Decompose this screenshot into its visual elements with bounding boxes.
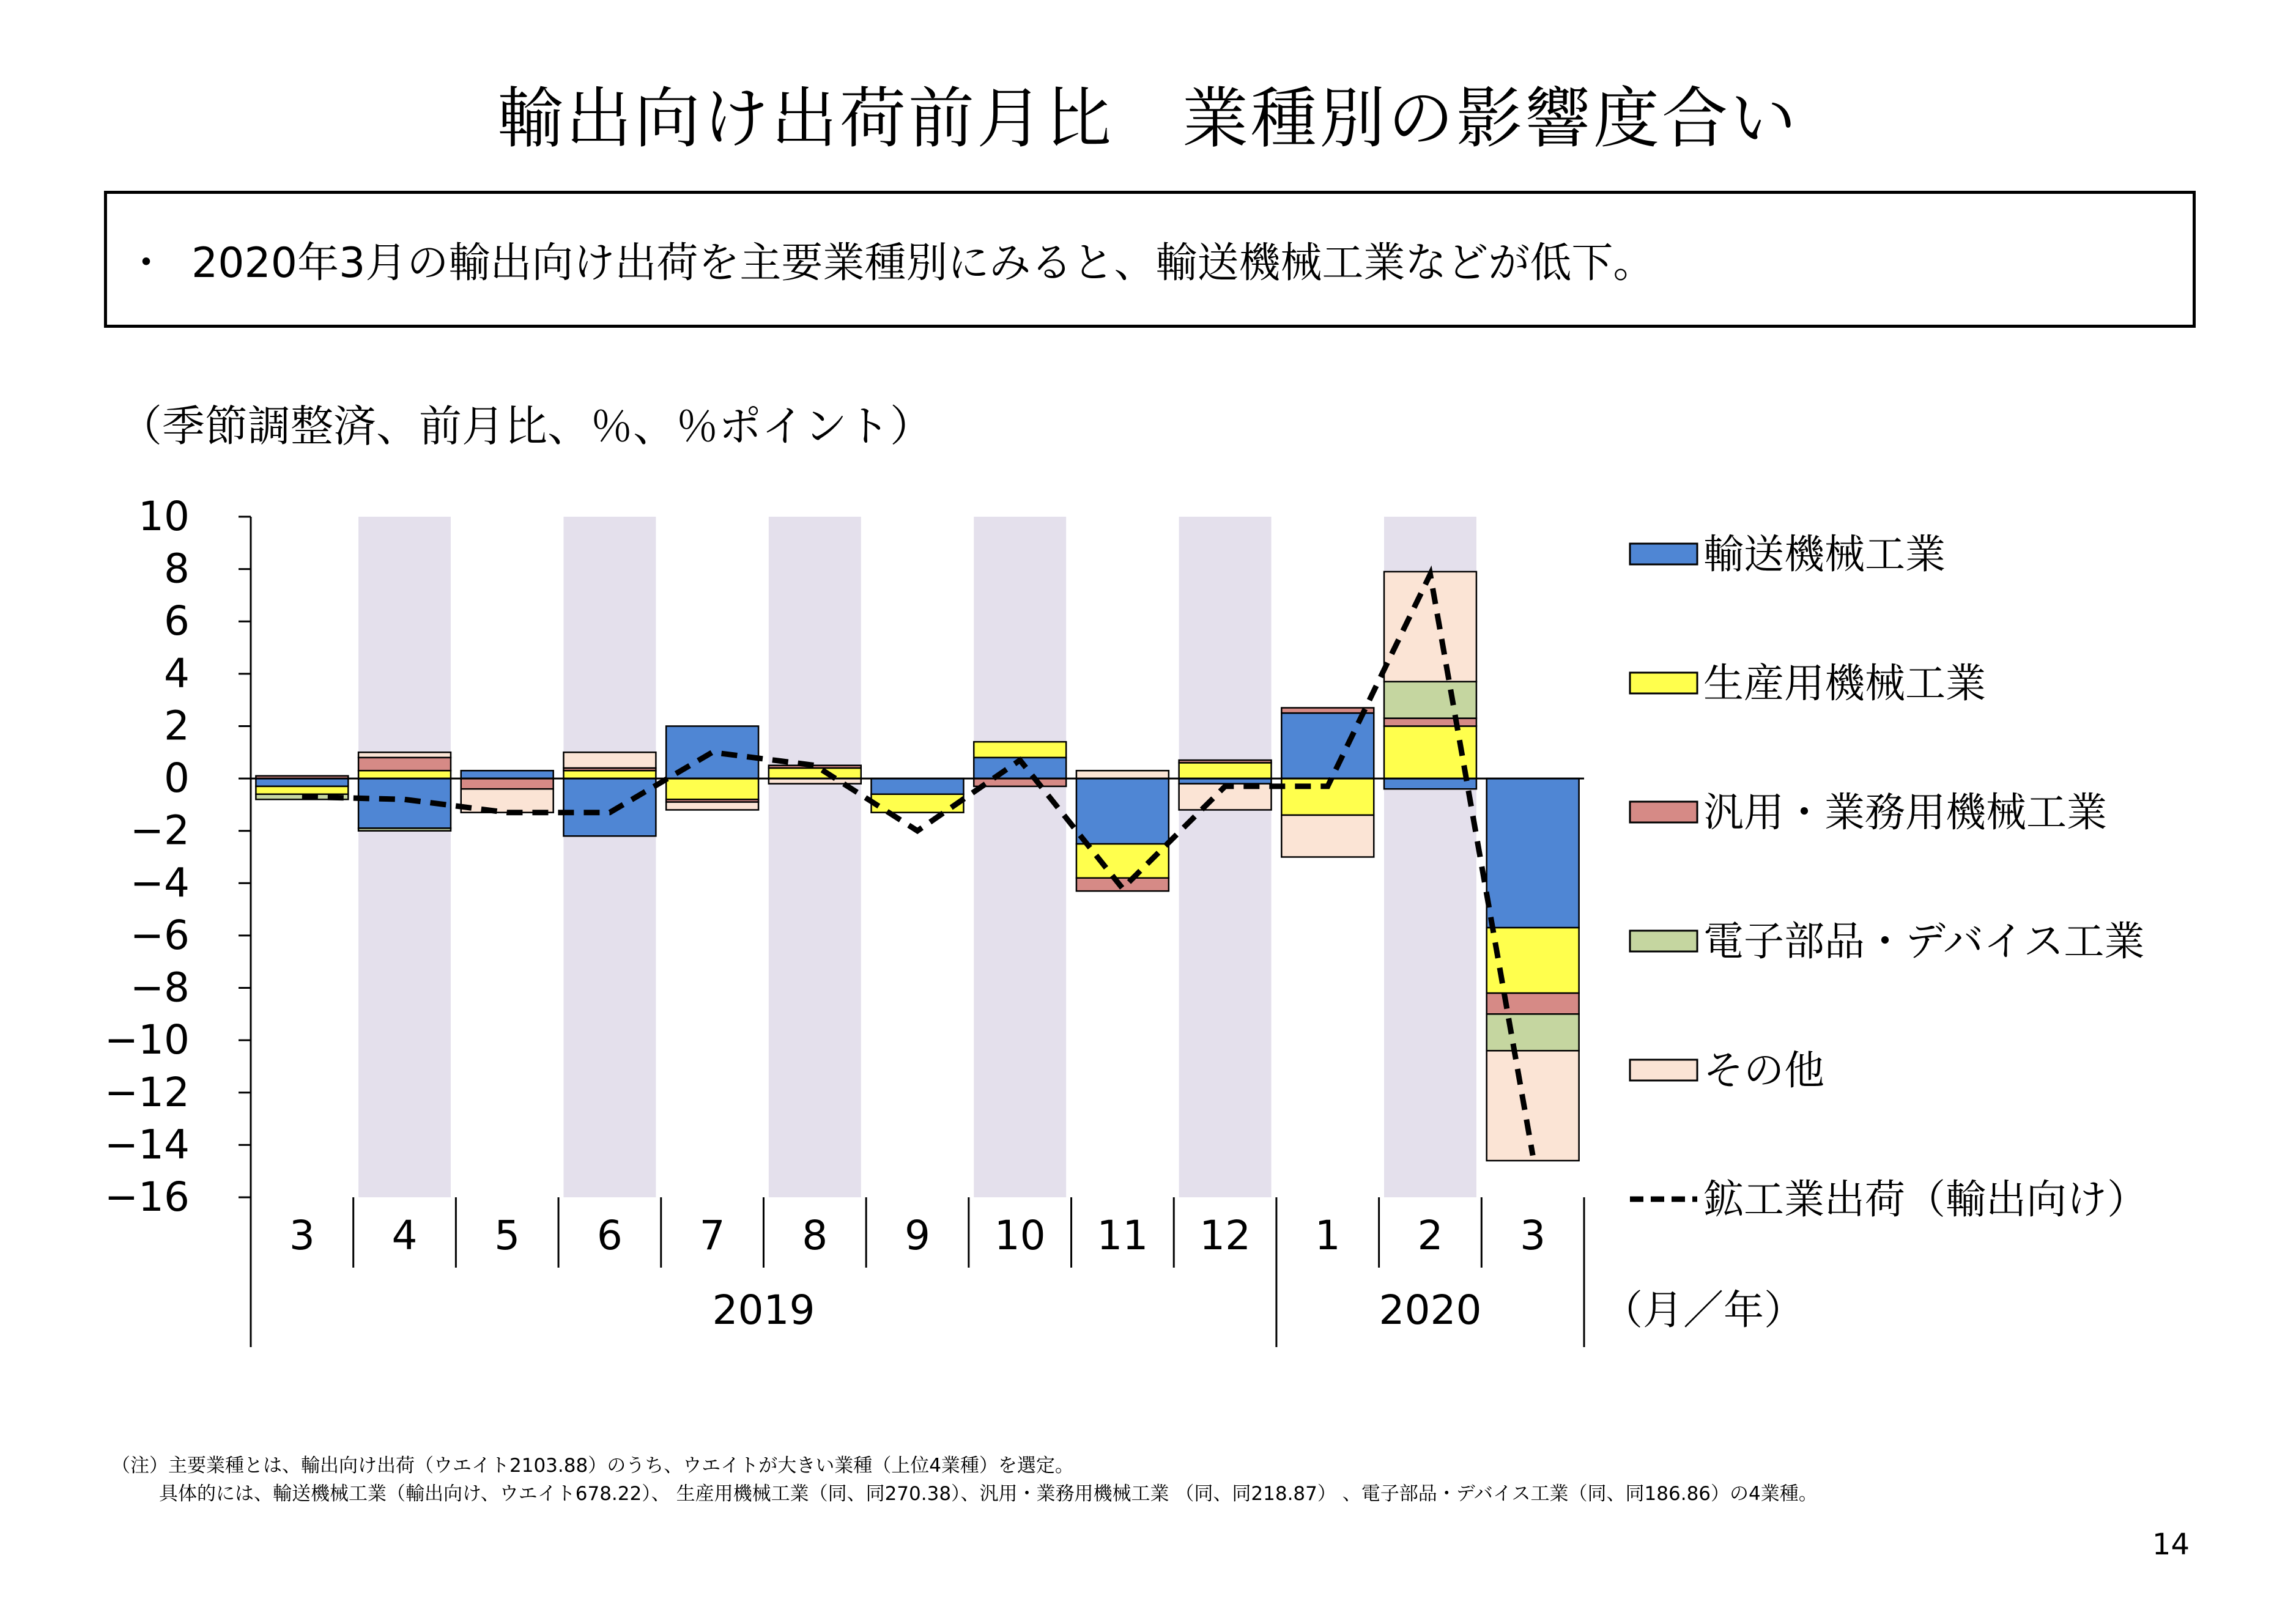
shaded-band [974,517,1066,1197]
bar-segment [1076,778,1169,844]
y-tick-label: −6 [130,911,190,959]
bar-segment [1384,718,1476,726]
footnote [111,1452,1818,1508]
bar-segment [256,786,348,794]
summary-bullet: ・ [125,238,168,287]
page-number: 14 [2152,1527,2190,1562]
y-tick-label: 0 [164,755,190,802]
bar-segment [563,778,656,836]
bar-segment [563,752,656,768]
page-title: 輸出向け出荷前月比 業種別の影響度合い [497,81,1799,157]
x-tick-label: 1 [1314,1212,1341,1259]
x-tick-label: 7 [699,1212,725,1259]
bar-segment [358,770,451,778]
year-label: 2019 [712,1287,815,1334]
bar-segment [1076,844,1169,878]
bar-segment [769,768,861,778]
bar-segment [1179,763,1272,778]
bar-segment [1384,682,1476,718]
x-tick-label: 3 [289,1212,315,1259]
bar-segment [563,770,656,778]
x-tick-label: 11 [1097,1212,1149,1259]
x-tick-label: 9 [905,1212,930,1259]
legend-swatch [1630,1060,1697,1081]
x-tick-label: 6 [596,1212,623,1259]
bar-segment [1076,770,1169,778]
footnote-line-2: 具体的には、輸送機械工業（輸出向け、ウエイト678.22）、 生産用機械工業（同、同270.38）、汎用・業務用機械工業 （同、同218.87） 、電子部品・デバイス工業（同、同186.86）の4業種。 [159,1483,1818,1505]
y-tick-label: −16 [104,1173,190,1221]
legend-swatch [1630,544,1697,564]
bar-segment [974,742,1066,758]
y-tick-label: 2 [164,702,190,750]
bar-segment [872,794,964,813]
summary-text: 2020年3月の輸出向け出荷を主要業種別にみると、輸送機械工業などが低下。 [191,238,1655,287]
bar-segment [358,758,451,770]
chart-unit-note: （季節調整済、前月比、％、％ポイント） [119,401,933,451]
bar-segment [769,766,861,768]
x-tick-label: 3 [1520,1212,1546,1259]
bar-segment [358,752,451,758]
x-tick-label: 12 [1199,1212,1251,1259]
y-tick-label: −12 [104,1068,190,1116]
shaded-band [1179,517,1272,1197]
legend-label: 輸送機械工業 [1703,531,1946,578]
y-tick-label: −14 [104,1121,190,1169]
bar-segment [1384,572,1476,682]
legend-label: 鉱工業出荷（輸出向け） [1703,1176,2147,1223]
y-tick-label: 4 [164,649,190,697]
x-tick-label: 4 [391,1212,418,1259]
bar-segment [358,828,451,830]
footnote-line-1: （注）主要業種とは、輸出向け出荷（ウエイト2103.88）のうち、ウエイトが大きい業種（上位4業種）を選定。 [111,1455,1074,1477]
bar-segment [461,770,554,778]
legend-swatch [1630,931,1697,951]
year-label: 2020 [1379,1287,1482,1334]
bar-segment [1281,707,1374,713]
y-tick-label: 10 [138,493,190,540]
legend-label: 電子部品・デバイス工業 [1703,918,2145,965]
bar-segment [1487,1051,1579,1161]
y-tick-label: −10 [104,1016,190,1064]
x-tick-label: 2 [1417,1212,1443,1259]
legend-label: その他 [1703,1047,1824,1094]
y-tick-label: 6 [164,597,190,645]
bar-segment [1179,760,1272,763]
bar-segment [1487,1014,1579,1051]
x-tick-label: 8 [802,1212,828,1259]
x-tick-label: 10 [994,1212,1046,1259]
x-tick-label: 5 [494,1212,520,1259]
shaded-band [358,517,451,1197]
bar-segment [1384,778,1476,789]
bar-segment [1281,815,1374,857]
legend-label: 生産用機械工業 [1703,660,1986,707]
bar-segment [461,778,554,789]
y-tick-label: −4 [130,859,190,907]
bar-segment [256,778,348,786]
bar-segment [872,778,964,794]
bar-segment [666,802,758,810]
bar-segment [461,789,554,813]
bar-segment [974,778,1066,786]
shaded-band [769,517,861,1197]
bar-segment [1487,778,1579,928]
legend-swatch [1630,673,1697,693]
x-unit-label: （月／年） [1602,1287,1804,1334]
bar-segment [1487,993,1579,1014]
legend-swatch [1630,802,1697,822]
legend-label: 汎用・業務用機械工業 [1703,789,2107,836]
series-line [302,574,1533,1155]
y-tick-label: −2 [130,807,190,854]
y-tick-label: −8 [130,964,190,1011]
bar-segment [666,778,758,799]
shaded-band [563,517,656,1197]
y-tick-label: 8 [164,545,190,593]
